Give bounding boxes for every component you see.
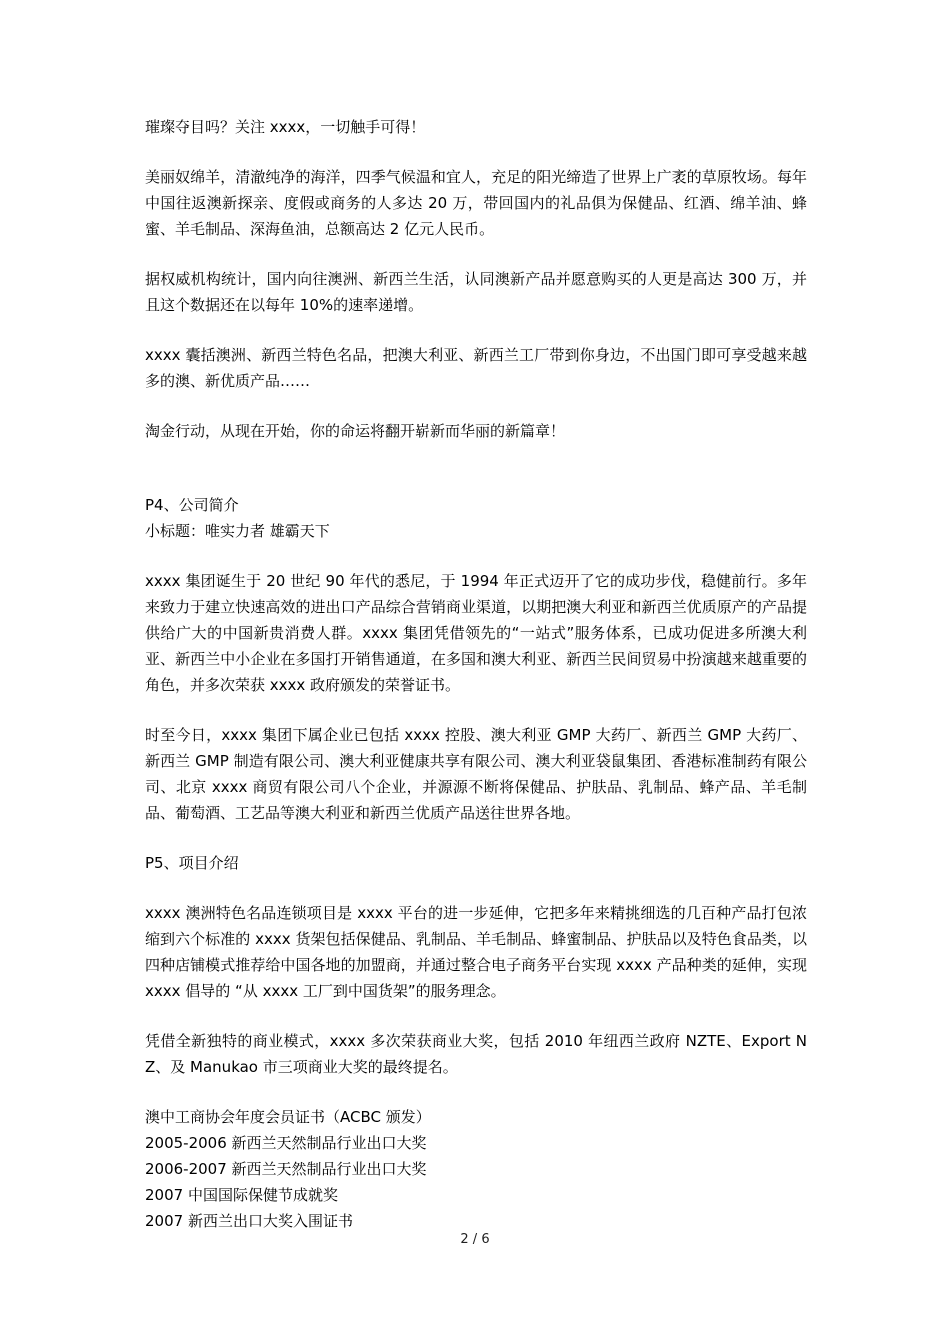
section-subtitle-p4: 小标题：唯实力者 雄霸天下	[145, 522, 330, 540]
award-item: 2005-2006 新西兰天然制品行业出口大奖	[145, 1134, 427, 1152]
page-number: 2 / 6	[460, 1232, 490, 1247]
company-intro-paragraph-1: xxxx 集团诞生于 20 世纪 90 年代的悉尼，于 1994 年正式迈开了它的成功步伐，稳健前行。多年来致力于建立快速高效的进出口产品综合营销商业渠道，以期把澳大利亚和新西兰优质原产的产品提供给广大的中国新贵消费人群。xxxx 集团凭借领先的“一站式”服务体系，已成功促进多所澳大利亚、新西兰中小企业在多国打开销售通道，在多国和澳大利亚、新西兰民间贸易中扮演越来越重要的角色，并多次荣获 xxxx 政府颁发的荣誉证书。	[145, 572, 807, 694]
project-intro-paragraph-1: xxxx 澳洲特色名品连锁项目是 xxxx 平台的进一步延伸，它把多年来精挑细选的几百种产品打包浓缩到六个标准的 xxxx 货架包括保健品、乳制品、羊毛制品、蜂蜜制品、护肤品以及特色食品类，以四种店铺模式推荐给中国各地的加盟商，并通过整合电子商务平台实现 xxxx 产品种类的延伸，实现 xxxx 倡导的 “从 xxxx 工厂到中国货架”的服务理念。	[145, 904, 807, 1000]
section-spacer	[145, 444, 807, 492]
project-intro-paragraph-2: 凭借全新独特的商业模式，xxxx 多次荣获商业大奖，包括 2010 年纽西兰政府 NZTE、Export NZ、及 Manukao 市三项商业大奖的最终提名。	[145, 1032, 807, 1076]
intro-paragraph-3: 据权威机构统计，国内向往澳洲、新西兰生活，认同澳新产品并愿意购买的人更是高达 300 万，并且这个数据还在以每年 10%的速率递增。	[145, 270, 807, 314]
page-content	[145, 114, 807, 1234]
intro-paragraph-5: 淘金行动，从现在开始，你的命运将翻开崭新而华丽的新篇章！	[145, 422, 566, 440]
intro-paragraph-2: 美丽奴绵羊，清澈纯净的海洋，四季气候温和宜人，充足的阳光缔造了世界上广袤的草原牧场。每年中国往返澳新探亲、度假或商务的人多达 20 万，带回国内的礼品俱为保健品、红酒、绵羊油、蜂蜜、羊毛制品、深海鱼油，总额高达 2 亿元人民币。	[145, 168, 807, 238]
company-intro-paragraph-2: 时至今日，xxxx 集团下属企业已包括 xxxx 控股、澳大利亚 GMP 大药厂、新西兰 GMP 大药厂、新西兰 GMP 制造有限公司、澳大利亚健康共享有限公司、澳大利亚袋鼠集团、香港标准制药有限公司、北京 xxxx 商贸有限公司八个企业，并源源不断将保健品、护肤品、乳制品、蜂产品、羊毛制品、葡萄酒、工艺品等澳大利亚和新西兰优质产品送往世界各地。	[145, 726, 807, 822]
intro-paragraph-4: xxxx 囊括澳洲、新西兰特色名品，把澳大利亚、新西兰工厂带到你身边，不出国门即可享受越来越多的澳、新优质产品……	[145, 346, 807, 390]
award-item: 2007 中国国际保健节成就奖	[145, 1186, 338, 1204]
intro-paragraph-1: 璀璨夺目吗？关注 xxxx，一切触手可得！	[145, 118, 426, 136]
awards-list	[145, 1104, 807, 1234]
section-heading-p4: P4、公司简介	[145, 496, 239, 514]
award-item: 澳中工商协会年度会员证书（ACBC 颁发）	[145, 1108, 431, 1126]
award-item: 2007 新西兰出口大奖入围证书	[145, 1212, 353, 1230]
section-heading-p5: P5、项目介绍	[145, 854, 239, 872]
award-item: 2006-2007 新西兰天然制品行业出口大奖	[145, 1160, 427, 1178]
